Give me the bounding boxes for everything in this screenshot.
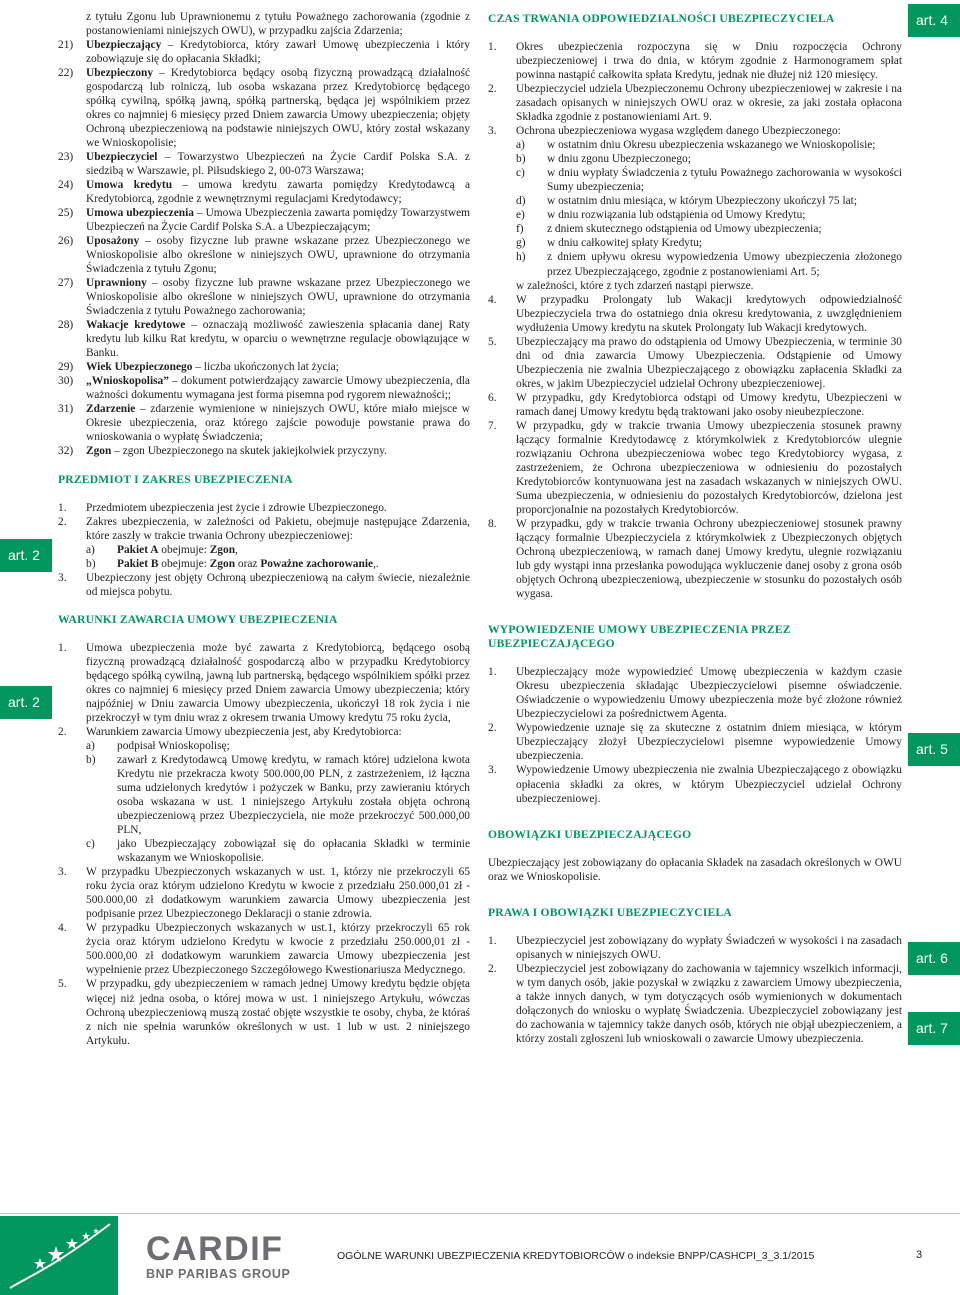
conditions-list xyxy=(58,641,470,1047)
expiry-conditions xyxy=(488,138,902,278)
list-item: 1. Ubezpieczyciel jest zobowiązany do wypłaty Świadczeń w wysokości i na zasadach opisanych w niniejszych OWU. xyxy=(488,935,902,962)
brand-name: CARDIF xyxy=(146,1230,284,1268)
sub-item: h) z dniem upływu okresu wypowiedzenia Umowy ubezpieczenia złożonego przez Ubezpieczającego, zgodnie z postanowieniami Art. 5; xyxy=(516,251,902,278)
definition-term: Ubezpieczający xyxy=(86,39,162,52)
sub-item: a) w ostatnim dniu Okresu ubezpieczenia wskazanego we Wnioskopolisie; xyxy=(516,139,876,152)
list-item: 2. Ubezpieczyciel udziela Ubezpieczonemu Ochrony ubezpieczeniowej w zakresie i na zasadach opisanych w niniejszych OWU oraz w okresie, za jaki została opłacona Składka zgodnie z postanowieniami Art. 9. xyxy=(488,83,902,124)
list-item: 1. Ubezpieczający może wypowiedzieć Umowę ubezpieczenia w każdym czasie Okresu ubezpieczenia składając Ubezpieczycielowi pisemne oświadczenie. Oświadczenie o wypowiedzeniu Umowy ubezpieczenia może być złożone również Ubezpieczycielowi za pośrednictwem Agenta. xyxy=(488,666,902,721)
section-title-conditions: WARUNKI ZAWARCIA UMOWY UBEZPIECZENIA xyxy=(58,612,338,626)
list-item: 4. W przypadku Ubezpieczonych wskazanych w ust.1, którzy przekroczyli 65 rok życia oraz którym udzielono Kredytu w kwocie z przedziału 250.000,01 zł - 500.000,00 zł dodatkowym warunkiem zawarcia Umowy ubezpieczenia jest wypełnienie przez Ubezpieczonego Szczegółowego Kwestionariusza Medycznego. xyxy=(58,922,470,977)
sub-item: c) jako Ubezpieczający zobowiązał się do opłacania Składki w terminie wskazanym we Wnioskopolisie. xyxy=(86,838,470,865)
article-tab-7: art. 7 xyxy=(908,1012,960,1045)
sub-item: c) w dniu wypłaty Świadczenia z tytułu Poważnego zachorowania w wysokości Sumy ubezpieczenia; xyxy=(516,167,902,194)
definition-item: 25) Umowa ubezpieczenia – Umowa Ubezpieczenia zawarta pomiędzy Towarzystwem Ubezpieczeń na Życie Cardif Polska S.A. a Ubezpieczającym; xyxy=(58,207,470,234)
definition-text: – Umowa Ubezpieczenia zawarta pomiędzy Towarzystwem Ubezpieczeń na Życie Cardif Polska S.A. a Ubezpieczającym; xyxy=(86,207,470,234)
sub-item: b) zawarł z Kredytodawcą Umowę kredytu, w ramach której udzielona kwota Kredytu nie przekracza kwoty 500.000,00 PLN, z zastrzeżeniem, iż łączna suma udzielonych kredytów i pożyczek w Banku, przy zawieraniu których osoba wskazana w ust. 1 niniejszego Artykułu została objęta ochroną ubezpieczeniową przez Ubezpieczyciela, nie może przekroczyć 500.000,00 PLN, xyxy=(86,754,470,837)
definition-text: – osoby fizyczne lub prawne wskazane przez Ubezpieczonego we Wnioskopolisie albo określone w niniejszych OWU, uprawnione do otrzymania Świadczenia z tytułu Poważnego zachorowania; xyxy=(86,277,470,318)
list-item: 8. W przypadku, gdy w trakcie trwania Ochrony ubezpieczeniowej stosunek prawny łączący formalnie Ubezpieczyciela z którymkolwiek z Ubezpieczonych objętych Ochroną ubezpieczeniową, w ramach danej Umowy kredytu, ulegnie rozwiązaniu lub gdy wystąpi inna przesłanka powodująca wykluczenie danej osoby z grona osób objętych Ochroną ubezpieczeniową, ubezpieczenie w stosunku do pozostałych osób wygasa. xyxy=(488,517,902,600)
list-item: 2. Wypowiedzenie uznaje się za skuteczne z ostatnim dniem miesiąca, w którym Ubezpieczający złożył Ubezpieczycielowi pisemne wypowiedzenie Umowy ubezpieczenia. xyxy=(488,722,902,763)
list-item: 2. Zakres ubezpieczenia, w zależności od Pakietu, obejmuje następujące Zdarzenia, które zaszły w trakcie trwania Ochrony ubezpieczeniowej: xyxy=(58,515,470,542)
article-tab-2-b: art. 2 xyxy=(0,686,52,719)
definition-term: Wakacje kredytowe xyxy=(86,319,186,332)
definition-term: Uposażony xyxy=(86,235,140,248)
definition-item: 23) Ubezpieczyciel – Towarzystwo Ubezpieczeń na Życie Cardif Polska S.A. z siedzibą w Warszawie, pl. Piłsudskiego 2, 00-073 Warszawa; xyxy=(58,151,470,178)
termination-list xyxy=(488,665,902,805)
definition-item: 21) Ubezpieczający – Kredytobiorca, który zawarł Umowę ubezpieczenia i który zobowiązuje się do opłacania Składki; xyxy=(58,39,470,66)
article-tab-4: art. 4 xyxy=(908,4,960,37)
duration-list xyxy=(488,40,902,601)
list-item: 1. Okres ubezpieczenia rozpoczyna się w Dniu rozpoczęcia Ochrony ubezpieczeniowej i trwa do dnia, w którym zgodnie z Harmonogramem spłat powinna nastąpić całkowita spłata Kredytu, jednak nie dłużej niż 120 miesięcy. xyxy=(488,41,902,82)
left-column xyxy=(58,10,470,1048)
sub-item-package-b: b) Pakiet B obejmuje: Zgon oraz Poważne zachorowanie,. xyxy=(86,557,379,570)
definition-text: – Towarzystwo Ubezpieczeń na Życie Cardif Polska S.A. z siedzibą w Warszawie, pl. Piłsudskiego 2, 00-073 Warszawa; xyxy=(86,151,470,178)
sub-item: d) w ostatnim dniu miesiąca, w którym Ubezpieczony ukończył 75 lat; xyxy=(516,195,857,208)
list-item: 3. Wypowiedzenie Umowy ubezpieczenia nie zwalnia Ubezpieczającego z obowiązku opłacenia składki za okres, w którym Ubezpieczyciel udzielał Ochrony ubezpieczeniowej. xyxy=(488,764,902,805)
section-title-subject: PRZEDMIOT I ZAKRES UBEZPIECZENIA xyxy=(58,472,293,486)
list-item: 5. W przypadku, gdy ubezpieczeniem w ramach jednej Umowy kredytu będzie objęta więcej niż jedna osoba, o której mowa w ust. 1 niniejszego Artykułu, wówczas Ochroną ubezpieczeniową muszą zostać objęte wszystkie te osoby, chyba, że któraś z nich nie spełnia warunków określonych w ust. 1 lub w ust. 2 niniejszego Artykułu. xyxy=(58,978,470,1047)
definition-text: – dokument potwierdzający zawarcie Umowy ubezpieczenia, dla ważności dokumentu wymagana jest forma pisemna pod rygorem nieważności;; xyxy=(86,375,470,402)
list-item: 7. W przypadku, gdy w trakcie trwania Umowy ubezpieczenia stosunek prawny łączący formalnie Kredytodawcę z którymkolwiek z Kredytobiorców ulegnie rozwiązaniu Ochrona ubezpieczeniowa wobec tego Kredytobiorcy wygasa, z zastrzeżeniem, że Ochrona ubezpieczeniowa w odniesieniu do pozostałych Kredytobiorców kontynuowana jest na zasadach wskazanych w niniejszych OWU. Suma ubezpieczenia, w odniesieniu do pozostałych Kredytobiorców, dzielona jest proporcjonalnie na pozostałych Kredytobiorców. xyxy=(488,419,902,516)
definition-term: Uprawniony xyxy=(86,277,147,290)
sub-item: b) w dniu zgonu Ubezpieczonego; xyxy=(516,153,691,166)
list-item: 6. W przypadku, gdy Kredytobiorca odstąpi od Umowy kredytu, Ubezpieczeni w ramach danej Umowy kredytu będą traktowani jako osoby nieubezpieczone. xyxy=(488,391,902,418)
insurer-rights-list xyxy=(488,934,902,1046)
definition-text: – zgon Ubezpieczonego na skutek jakiejkolwiek przyczyny. xyxy=(111,445,388,458)
article-tab-2: art. 2 xyxy=(0,539,52,572)
definition-text: – liczba ukończonych lat życia; xyxy=(192,361,339,374)
definition-term: Ubezpieczony xyxy=(86,67,154,80)
footer-divider xyxy=(0,1213,960,1214)
list-item: 3. Ubezpieczony jest objęty Ochroną ubezpieczeniową na całym świecie, niezależnie od miejsca pobytu. xyxy=(58,571,470,598)
brand-logo xyxy=(146,1232,290,1282)
definition-item: 32) Zgon – zgon Ubezpieczonego na skutek jakiejkolwiek przyczyny. xyxy=(58,445,388,458)
definition-item: 30) „Wnioskopolisa” – dokument potwierdzający zawarcie Umowy ubezpieczenia, dla ważności dokumentu wymagana jest forma pisemna pod rygorem nieważności;; xyxy=(58,375,470,402)
list-item: 4. W przypadku Prolongaty lub Wakacji kredytowych odpowiedzialność Ubezpieczyciela trwa do ostatniego dnia okresu kredytowania, z uwzględnieniem wydłużenia Umowy kredytu na skutek Prolongaty lub Wakacji kredytowych. xyxy=(488,293,902,334)
list-item: 2. Warunkiem zawarcia Umowy ubezpieczenia jest, aby Kredytobiorca: xyxy=(58,726,402,739)
list-item: 3. W przypadku Ubezpieczonych wskazanych w ust. 1, którzy nie przekroczyli 65 roku życia oraz którym udzielono Kredytu w kwocie z przedziału 250.000,01 zł - 500.000,00 zł dodatkowym warunkiem zawarcia Umowy ubezpieczenia jest podpisanie przez Ubezpieczonego Deklaracji o stanie zdrowia. xyxy=(58,866,470,921)
section-title-termination: WYPOWIEDZENIE UMOWY UBEZPIECZENIA PRZEZ UBEZPIECZAJĄCEGO xyxy=(488,622,791,651)
definition-text: – zdarzenie wymienione w niniejszych OWU, które miało miejsce w Okresie ubezpieczenia, oraz którego zajście powoduje powstanie prawa do wnioskowania o wypłatę Świadczenia; xyxy=(86,403,470,444)
definition-term: Zdarzenie xyxy=(86,403,136,416)
sub-item: e) w dniu rozwiązania lub odstąpienia od Umowy Kredytu; xyxy=(516,209,806,222)
section-title-duration: CZAS TRWANIA ODPOWIEDZIALNOŚCI UBEZPIECZYCIELA xyxy=(488,12,835,25)
list-item: 1. Przedmiotem ubezpieczenia jest życie i zdrowie Ubezpieczonego. xyxy=(58,501,387,514)
subject-list xyxy=(58,501,470,599)
definition-term: „Wnioskopolisa” xyxy=(86,375,169,388)
section-title-obligations: OBOWIĄZKI UBEZPIECZAJĄCEGO xyxy=(488,827,692,841)
sub-item-package-a: a) Pakiet A obejmuje: Zgon, xyxy=(86,543,238,556)
definition-text: – umowa kredytu zawarta pomiędzy Kredytodawcą a Kredytobiorcą, zgodnie z wewnętrznymi regulacjami Kredytodawcy; xyxy=(86,179,471,206)
definition-item: 27) Uprawniony – osoby fizyczne lub prawne wskazane przez Ubezpieczonego we Wnioskopolisie albo określone w niniejszych OWU, uprawnione do otrzymania Świadczenia z tytułu Poważnego zachorowania; xyxy=(58,277,470,318)
sub-item: g) w dniu całkowitej spłaty Kredytu; xyxy=(516,237,703,250)
brand-group: BNP PARIBAS GROUP xyxy=(146,1267,291,1281)
definition-intro: z tytułu Zgonu lub Uprawnionemu z tytułu Poważnego zachorowania (zgodnie z postanowieniami niniejszych OWU), w przypadku zajścia Zdarzenia; xyxy=(86,11,470,38)
definition-term: Ubezpieczyciel xyxy=(86,151,158,164)
definition-item: 22) Ubezpieczony – Kredytobiorca będący osobą fizyczną prowadzącą działalność gospodarczą lub rolniczą, lub osoba wskazana przez Kredytobiorcę będącego spółką cywilną, spółką jawną, spółką partnerską, będąca jej wspólnikiem przez okres co najmniej 6 miesięcy przed Dniem zawarcia Umowy ubezpieczenia; objęty Ochroną ubezpieczeniową na podstawie niniejszych OWU, który został wskazany we Wnioskopolisie; xyxy=(58,67,470,150)
definition-text: – osoby fizyczne lub prawne wskazane przez Ubezpieczonego we Wnioskopolisie albo określone w niniejszych OWU, uprawnione do otrzymania Świadczenia z tytułu Zgonu; xyxy=(86,235,470,276)
list-item: 3. Ochrona ubezpieczeniowa wygasa względem danego Ubezpieczonego: xyxy=(488,125,841,138)
page-number: 3 xyxy=(916,1249,923,1261)
definition-item: 31) Zdarzenie – zdarzenie wymienione w niniejszych OWU, które miało miejsce w Okresie ubezpieczenia, oraz którego zajście powoduje powstanie prawa do wnioskowania o wypłatę Świadczenia; xyxy=(58,403,470,444)
right-column xyxy=(488,10,902,1046)
definition-term: Umowa ubezpieczenia xyxy=(86,207,194,220)
list-item: 1. Umowa ubezpieczenia może być zawarta z Kredytobiorcą, będącego osobą fizyczną prowadzącą działalność gospodarczą albo w przypadku Kredytobiorcy będącego spółką cywilną, jawną lub partnerską, będącego wspólnikiem spółki przez okres co najmniej 6 miesięcy przed Dniem zawarcia Umowy ubezpieczenia; który najpóźniej w Dniu zawarcia Umowy ubezpieczenia, ukończył 18 rok życia i nie przekroczył w tym dniu wraz z okresem trwania Umowy kredytu 75 roku życia, xyxy=(58,642,470,725)
definition-text: – Kredytobiorca będący osobą fizyczną prowadzącą działalność gospodarczą lub rolniczą, lub osoba wskazana przez Kredytobiorcę będącego spółką cywilną, spółką jawną, spółką partnerską, będąca jej wspólnikiem przez okres co najmniej 6 miesięcy przed Dniem zawarcia Umowy ubezpieczenia; objęty Ochroną ubezpieczeniową na podstawie niniejszych OWU, który został wskazany we Wnioskopolisie; xyxy=(86,67,470,150)
list-item: 2. Ubezpieczyciel jest zobowiązany do zachowania w tajemnicy wszelkich informacji, w tym danych osób, jakie pozyskał w związku z zawarciem Umowy ubezpieczenia, a także innych danych, w tym dotyczących osób wymienionych w dokumentach dołączonych do wniosku o wypłatę Świadczenia. Ubezpieczyciel zobowiązany jest do zachowania w tajemnicy także danych osób, których nie objął ubezpieczeniem, a którzy zostali zgłoszeni lub wnioskowali o zawarcie Umowy ubezpieczenia. xyxy=(488,963,902,1046)
definition-text: – oznaczają możliwość zawieszenia spłacania danej Raty kredytu lub kilku Rat kredytu, w oparciu o wewnętrzne regulacje obowiązujące w Banku. xyxy=(86,319,471,360)
sub-item: a) podpisał Wnioskopolisę; xyxy=(86,740,230,753)
bnp-stars-logo-icon xyxy=(0,1216,118,1295)
section-title-insurer-rights: PRAWA I OBOWIĄZKI UBEZPIECZYCIELA xyxy=(488,905,732,919)
definition-term: Zgon xyxy=(86,445,112,458)
definition-item: 24) Umowa kredytu – umowa kredytu zawarta pomiędzy Kredytodawcą a Kredytobiorcą, zgodnie z wewnętrznymi regulacjami Kredytodawcy; xyxy=(58,179,471,206)
definition-item: 28) Wakacje kredytowe – oznaczają możliwość zawieszenia spłacania danej Raty kredytu lub kilku Rat kredytu, w oparciu o wewnętrzne regulacje obowiązujące w Banku. xyxy=(58,319,471,360)
definitions-list xyxy=(58,38,470,458)
definition-item: 29) Wiek Ubezpieczonego – liczba ukończonych lat życia; xyxy=(58,361,339,374)
article-tab-5: art. 5 xyxy=(908,733,960,766)
list-item-note: w zależności, które z tych zdarzeń nastąpi pierwsze. xyxy=(516,279,754,292)
definition-term: Umowa kredytu xyxy=(86,179,173,192)
definition-item: 26) Uposażony – osoby fizyczne lub prawne wskazane przez Ubezpieczonego we Wnioskopolisie albo określone w niniejszych OWU, uprawnione do otrzymania Świadczenia z tytułu Zgonu; xyxy=(58,235,470,276)
document-title: OGÓLNE WARUNKI UBEZPIECZENIA KREDYTOBIORCÓW o indeksie BNPP/CASHCPI_3_3.1/2015 xyxy=(337,1250,815,1262)
definition-text: – Kredytobiorca, który zawarł Umowę ubezpieczenia i który zobowiązuje się do opłacania Składki; xyxy=(86,39,470,66)
list-item: 5. Ubezpieczający ma prawo do odstąpienia od Umowy Ubezpieczenia, w terminie 30 dni od dnia zawarcia Umowy Ubezpieczenia. Odstąpienie od Umowy Ubezpieczenia nie zwalnia Ubezpieczającego z obowiązku zapłacenia Składki za okres, w jakim Ubezpieczyciel udzielał Ochrony ubezpieczeniowej. xyxy=(488,335,902,390)
sub-item: f) z dniem skutecznego odstąpienia od Umowy ubezpieczenia; xyxy=(516,223,822,236)
article-tab-6: art. 6 xyxy=(908,942,960,975)
obligations-text: Ubezpieczający jest zobowiązany do opłacania Składek na zasadach określonych w OWU oraz we Wnioskopolisie. xyxy=(488,856,902,883)
definition-term: Wiek Ubezpieczonego xyxy=(86,361,193,374)
